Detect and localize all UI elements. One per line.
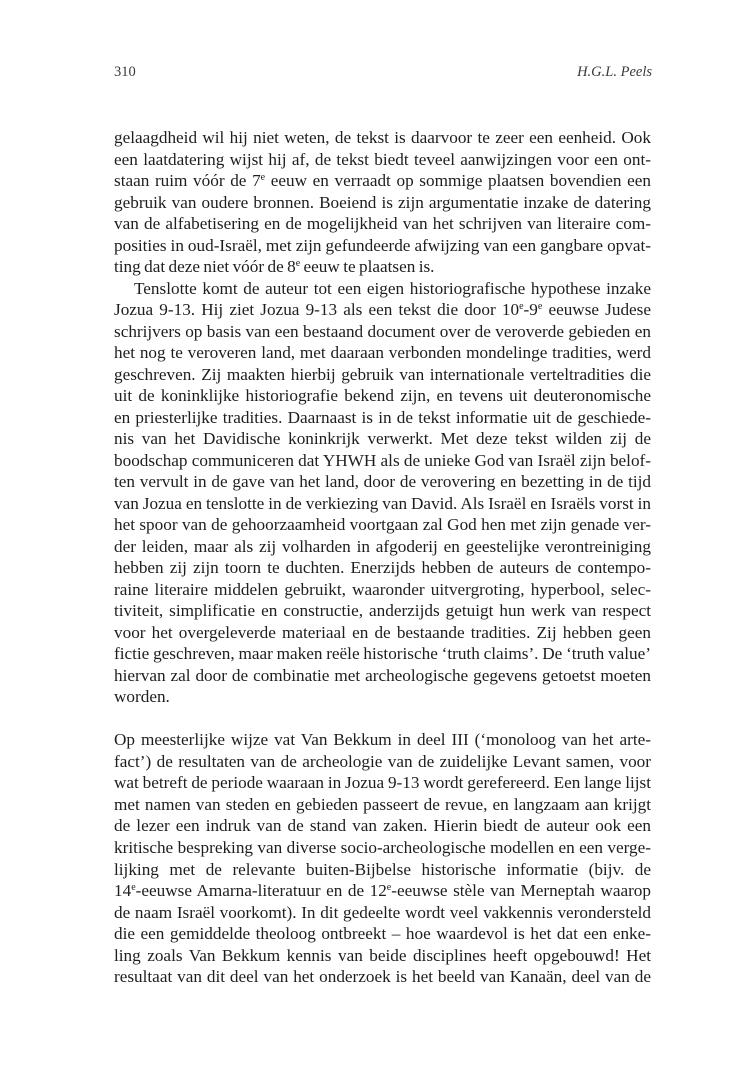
- text-line: 14e-eeuwse Amarna-literatuur en de 12e-eeuwse stèle van Merneptah waarop: [114, 881, 651, 901]
- text-line: Jozua 9-13. Hij ziet Jozua 9-13 als een tekst die door 10e-9e eeuwse Judese: [114, 300, 651, 320]
- text-line: schrijvers op basis van een bestaand document over de veroverde gebieden en: [114, 321, 651, 341]
- body-text: [114, 127, 651, 988]
- text-line: het spoor van de gehoorzaamheid voortgaan zal God hen met zijn genade ver-: [114, 515, 651, 535]
- text-line: staan ruim vóór de 7e eeuw en verraadt op sommige plaatsen bovendien een: [114, 171, 651, 191]
- text-line: kritische bespreking van diverse socio-archeologische modellen en een verge-: [114, 838, 651, 857]
- text-line: van de alfabetisering en de mogelijkheid van het schrijven van literaire com-: [114, 214, 651, 234]
- text-line: Op meesterlijke wijze vat Van Bekkum in deel III (‘monoloog van het arte-: [114, 730, 651, 750]
- text-line: resultaat van dit deel van het onderzoek is het beeld van Kanaän, deel van de: [114, 967, 651, 987]
- text-line: hiervan zal door de combinatie met archeologische gegevens getoetst moeten: [114, 665, 651, 685]
- text-line: ting dat deze niet vóór de 8e eeuw te plaatsen is.: [114, 257, 435, 277]
- text-line: fictie geschreven, maar maken reële historische ‘truth claims’. De ‘truth value’: [114, 644, 651, 664]
- text-line: lijking met de relevante buiten-Bijbelse historische informatie (bijv. de: [114, 859, 651, 879]
- text-line: Tenslotte komt de auteur tot een eigen historiografische hypothese inzake: [134, 278, 651, 298]
- text-line: raine literaire middelen gebruikt, waaronder uitvergroting, hyperbool, selec-: [114, 579, 651, 599]
- text-line: gelaagdheid wil hij niet weten, de tekst is daarvoor te zeer een eenheid. Ook: [114, 128, 651, 147]
- paragraph: [114, 278, 651, 708]
- text-line: het nog te veroveren land, met daaraan verbonden mondelinge tradities, werd: [114, 343, 651, 363]
- text-line: uit de koninklijke historiografie bekend zijn, en tevens uit deuteronomische: [114, 386, 651, 406]
- text-line: voor het overgeleverde materiaal en de bestaande tradities. Zij hebben geen: [114, 622, 651, 642]
- text-line: ling zoals Van Bekkum kennis van beide disciplines heeft opgebouwd! Het: [114, 945, 651, 965]
- text-line: en priesterlijke tradities. Daarnaast is in de tekst informatie uit de geschiede-: [114, 407, 651, 427]
- text-line: gebruik van oudere bronnen. Boeiend is zijn argumentatie inzake de datering: [114, 192, 651, 212]
- text-line: posities in oud-Israël, met zijn gefundeerde afwijzing van een gangbare opvat-: [114, 235, 651, 255]
- page-number: 310: [114, 64, 136, 80]
- text-line: der leiden, maar als zij volharden in afgoderij en geestelijke verontreiniging: [114, 536, 651, 556]
- text-line: een laatdatering wijst hij af, de tekst biedt teveel aanwijzingen voor een ont-: [114, 149, 651, 169]
- text-line: boodschap communiceren dat YHWH als de unieke God van Israël zijn belof-: [114, 450, 651, 470]
- text-line: de lezer een indruk van de stand van zaken. Hierin biedt de auteur ook een: [114, 816, 651, 836]
- paragraph: [114, 729, 651, 987]
- running-head-author: H.G.L. Peels: [577, 64, 652, 80]
- text-line: van Jozua en tenslotte in de verkiezing van David. Als Israël en Israëls vorst in: [114, 493, 651, 513]
- running-header: [114, 64, 652, 81]
- text-line: die een gemiddelde theoloog ontbreekt – hoe waardevol is het dat een enke-: [114, 924, 651, 944]
- text-line: tiviteit, simplificatie en constructie, anderzijds getuigt hun werk van respect: [114, 601, 651, 621]
- text-line: fact’) de resultaten van de archeologie van de zuidelijke Levant samen, voor: [114, 751, 651, 771]
- section-gap: [114, 708, 651, 730]
- text-line: ten vervult in de gave van het land, door de verovering en bezetting in de tijd: [114, 472, 651, 492]
- text-line: met namen van steden en gebieden passeert de revue, en langzaam aan krijgt: [114, 794, 651, 814]
- text-line: geschreven. Zij maakten hierbij gebruik van internationale verteltradities die: [114, 364, 651, 384]
- text-line: nis van het Davidische koninkrijk verwerkt. Met deze tekst wilden zij de: [114, 429, 651, 449]
- text-line: worden.: [114, 687, 170, 707]
- paragraph: [114, 127, 651, 278]
- text-line: wat betreft de periode waaraan in Jozua 9-13 wordt gerefereerd. Een lange lijst: [114, 773, 651, 793]
- text-line: hebben zij zijn toorn te duchten. Enerzijds hebben de auteurs de contempo-: [114, 558, 651, 578]
- text-line: de naam Israël voorkomt). In dit gedeelte wordt veel vakkennis verondersteld: [114, 902, 651, 922]
